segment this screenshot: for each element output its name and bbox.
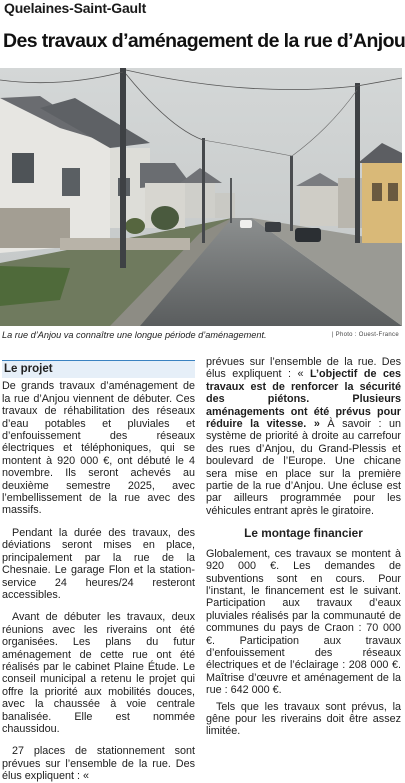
section-heading-financing: Le montage financier <box>244 526 363 541</box>
article-headline: Des travaux d’aménagement de la rue d’Anjou <box>3 30 405 52</box>
article-photo <box>0 68 402 326</box>
article-paragraph: Pendant la durée des travaux, des déviations seront mises en place, principalement par la rue de la Chesnaie. Le garage Flon et la station-service 24 heures/24 resteront accessibles. <box>2 526 195 601</box>
article-column-1 <box>2 360 195 783</box>
photo-caption: La rue d’Anjou va connaître une longue période d’aménagement. <box>2 330 267 340</box>
section-heading-project: Le projet <box>2 360 195 378</box>
article-paragraph: Avant de débuter les travaux, deux réunions avec les riverains ont été organisées. Les plans du futur aménagement de cette rue ont été réalisés par le cabinet Plaine Étude. Le conseil municipal a retenu le projet qui offre la priorité aux mobilités douces, avec la chaussée à voie centrale banalisée. Elle est nommée chaussidou. <box>2 611 195 735</box>
article-paragraph-quote <box>206 356 401 517</box>
article-paragraph: Globalement, ces travaux se montent à 920 000 €. Les demandes de subventions sont en cours. Pour l’instant, le financement est le suivant. Participation aux travaux d’eaux pluviales réalisés par la communauté de communes du pays de Craon : 70 000 €. Participation aux travaux d’enfouissement des réseaux électriques et de l’éclairage : 208 000 €. Maîtrise d’œuvre et aménagement de la rue : 642 000 €. <box>206 547 401 697</box>
quote-continuation: prévues sur l’ensemble de la rue. Des élus expliquent : « <box>206 356 401 381</box>
article-paragraph: De grands travaux d’aménagement de la rue d’Anjou viennent de débuter. Ces travaux de réhabilitation des réseaux d’eau potables et pluviales et d’enfouissement des réseaux électriques et téléphoniques, qui se montent à 920 000 €, ont débuté le 4 novembre. Ils seront achevés au deuxième semestre 2025, avec l’embellissement de la rue avec des massifs. <box>2 380 195 517</box>
elected-officials-quote: L’objectif de ces travaux est de renforcer la sécurité des piétons. Plusieurs aménagements ont été prévus pour réduire la vitesse. » <box>206 368 401 431</box>
photo-credit: | Photo : Ouest-France <box>331 332 399 338</box>
article-paragraph: 27 places de stationnement sont prévues sur l’ensemble de la rue. Des élus expliquent : « <box>2 745 195 783</box>
quote-followup: À savoir : un système de priorité à droite au carrefour des rues d’Anjou, du Grand-Plessis et boulevard de l’Europe. Une chicane sera mise en place sur la première partie de la rue d’Anjou. Une écluse est par ailleurs programmée pour les véhicules entrant après le giratoire. <box>206 418 401 517</box>
article-column-2 <box>206 356 401 738</box>
article-paragraph: Tels que les travaux sont prévus, la gêne pour les riverains doit être assez limitée. <box>206 700 401 738</box>
locality-label: Quelaines-Saint-Gault <box>4 0 147 16</box>
